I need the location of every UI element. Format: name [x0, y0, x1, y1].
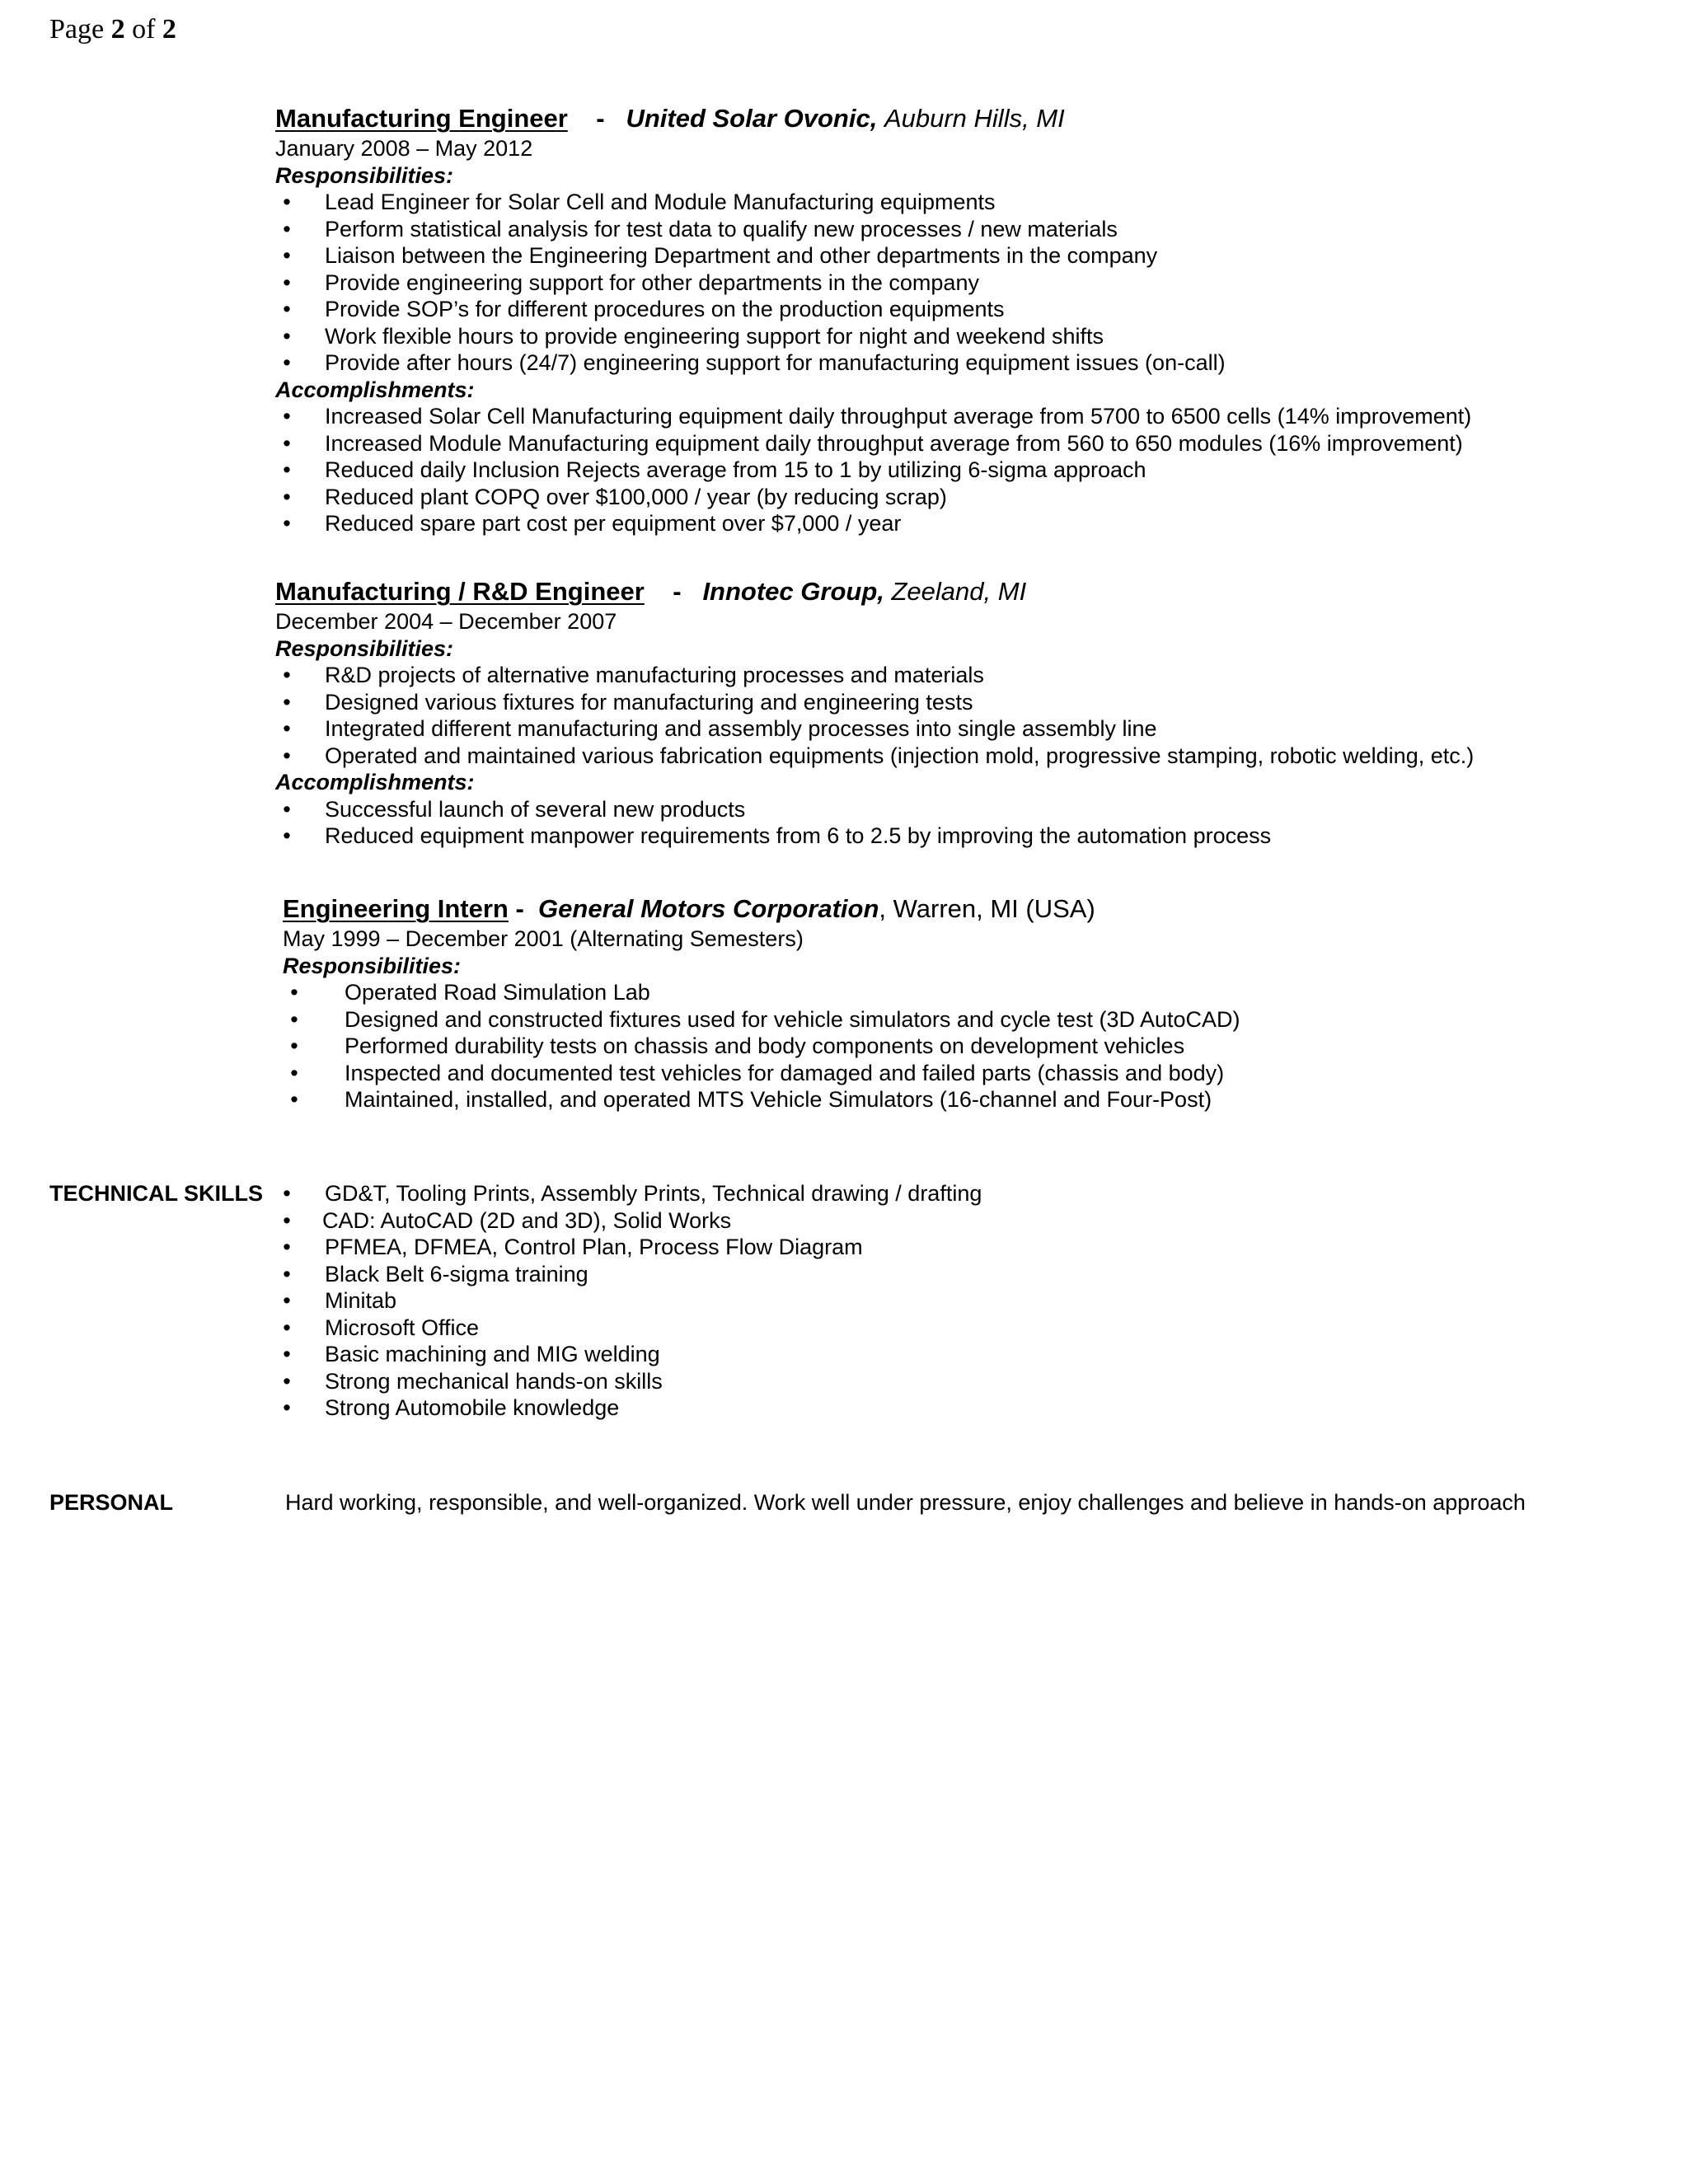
bullet-icon: •: [283, 689, 291, 715]
list-item: [275, 510, 1471, 537]
list-item-text: Designed various fixtures for manufacturing and engineering tests: [325, 689, 973, 715]
list-item-text: Lead Engineer for Solar Cell and Module Manufacturing equipments: [325, 190, 996, 214]
bullet-icon: •: [290, 1060, 298, 1085]
list-item-text: Maintained, installed, and operated MTS Vehicle Simulators (16-channel and Four-Post): [345, 1087, 1212, 1112]
list-item: [275, 1341, 982, 1368]
bullet-icon: •: [290, 980, 298, 1005]
list-item-text: R&D projects of alternative manufacturing processes and materials: [325, 663, 984, 687]
list-item-text: CAD: AutoCAD (2D and 3D), Solid Works: [322, 1207, 732, 1233]
list-item-text: Inspected and documented test vehicles for damaged and failed parts (chassis and body): [345, 1060, 1225, 1085]
job-heading: [275, 102, 1471, 135]
list-item-text: Provide SOP’s for different procedures on the production equipments: [325, 297, 1005, 321]
responsibilities-list: [275, 189, 1471, 377]
list-item: [275, 662, 1474, 689]
list-item-text: Strong Automobile knowledge: [325, 1395, 620, 1420]
list-item-text: Reduced equipment manpower requirements from 6 to 2.5 by improving the automation process: [325, 823, 1272, 848]
personal-text: Hard working, responsible, and well-organized. Work well under pressure, enjoy challenges and believe in hands-on approach: [285, 1490, 1526, 1515]
job-separator: -: [515, 894, 524, 923]
list-item: [275, 403, 1471, 430]
list-item-text: Operated Road Simulation Lab: [345, 980, 650, 1005]
responsibilities-heading: Responsibilities:: [283, 953, 462, 978]
list-item: [275, 484, 1471, 511]
page-number: [49, 12, 176, 48]
accomplishments-heading: Accomplishments:: [275, 770, 475, 794]
bullet-icon: •: [283, 823, 291, 848]
list-item-text: Reduced plant COPQ over $100,000 / year (by reducing scrap): [325, 484, 947, 509]
job-entry-innotec: [275, 575, 1474, 850]
list-item: [275, 430, 1471, 457]
bullet-icon: •: [283, 663, 291, 687]
job-entry-general-motors: [283, 893, 1240, 1113]
list-item: [275, 1368, 982, 1395]
bullet-icon: •: [283, 404, 291, 429]
bullet-icon: •: [283, 1181, 291, 1206]
job-title: Manufacturing / R&D Engineer: [275, 577, 645, 606]
list-item: [275, 189, 1471, 216]
responsibilities-heading: Responsibilities:: [275, 162, 454, 188]
bullet-icon: •: [283, 430, 291, 456]
technical-skills-label: TECHNICAL SKILLS: [49, 1181, 264, 1206]
responsibilities-list: [275, 662, 1474, 769]
job-title: Manufacturing Engineer: [275, 104, 568, 133]
list-item-text: Increased Module Manufacturing equipment daily throughput average from 560 to 650 modules (16% improvement): [325, 430, 1463, 456]
page-prefix: Page: [49, 14, 111, 45]
list-item-text: Basic machining and MIG welding: [325, 1342, 660, 1366]
list-item-text: Perform statistical analysis for test data to qualify new processes / new materials: [325, 216, 1118, 241]
job-location: , Warren, MI (USA): [879, 894, 1095, 923]
bullet-icon: •: [283, 796, 291, 822]
bullet-icon: •: [290, 1006, 298, 1032]
bullet-icon: •: [290, 1033, 298, 1058]
job-company: United Solar Ovonic,: [626, 104, 878, 133]
list-item-text: Designed and constructed fixtures used for vehicle simulators and cycle test (3D AutoCAD): [345, 1006, 1240, 1032]
list-item-text: Black Belt 6-sigma training: [325, 1261, 588, 1286]
list-item: [275, 242, 1471, 269]
list-item-text: Performed durability tests on chassis and body components on development vehicles: [345, 1033, 1185, 1058]
job-heading: [283, 893, 1240, 926]
list-item: [275, 296, 1471, 323]
job-location: Auburn Hills, MI: [884, 104, 1065, 133]
bullet-icon: •: [283, 190, 291, 214]
list-item: [275, 823, 1474, 850]
list-item: [275, 1234, 982, 1261]
job-title: Engineering Intern: [283, 894, 509, 923]
list-item-text: Provide engineering support for other departments in the company: [325, 269, 979, 295]
list-item: [275, 323, 1471, 350]
list-item: [275, 216, 1471, 243]
bullet-icon: •: [283, 1207, 291, 1233]
bullet-icon: •: [283, 216, 291, 241]
page-middle: of: [124, 14, 162, 45]
job-dates: January 2008 – May 2012: [275, 136, 533, 161]
job-company: Innotec Group,: [702, 577, 884, 606]
list-item-text: Provide after hours (24/7) engineering support for manufacturing equipment issues (on-call): [325, 350, 1226, 375]
job-dates: May 1999 – December 2001 (Alternating Semesters): [283, 926, 804, 951]
job-company: General Motors Corporation: [538, 894, 879, 923]
bullet-icon: •: [283, 323, 291, 349]
bullet-icon: •: [283, 1315, 291, 1340]
accomplishments-list: [275, 403, 1471, 537]
list-item: [275, 743, 1474, 770]
list-item-text: Liaison between the Engineering Department and other departments in the company: [325, 243, 1158, 268]
bullet-icon: •: [283, 269, 291, 295]
bullet-icon: •: [283, 743, 291, 768]
list-item: [275, 349, 1471, 377]
accomplishments-list: [275, 796, 1474, 850]
technical-skills-section: [275, 1180, 982, 1422]
job-heading: [275, 575, 1474, 608]
job-separator: -: [673, 577, 682, 606]
responsibilities-list: [283, 979, 1240, 1113]
bullet-icon: •: [283, 484, 291, 509]
page-total: 2: [162, 14, 176, 45]
list-item: [275, 1207, 982, 1235]
list-item: [283, 979, 1240, 1006]
list-item-text: Minitab: [325, 1288, 397, 1313]
job-entry-united-solar: [275, 102, 1471, 537]
list-item-text: Integrated different manufacturing and assembly processes into single assembly line: [325, 716, 1157, 741]
responsibilities-heading: Responsibilities:: [275, 635, 454, 661]
list-item: [275, 1287, 982, 1315]
bullet-icon: •: [283, 243, 291, 268]
bullet-icon: •: [283, 297, 291, 321]
list-item: [283, 1006, 1240, 1033]
personal-label: PERSONAL: [49, 1490, 174, 1515]
list-item: [275, 1180, 982, 1207]
bullet-icon: •: [283, 1342, 291, 1366]
list-item: [275, 796, 1474, 823]
job-dates: December 2004 – December 2007: [275, 609, 617, 634]
bullet-icon: •: [283, 1235, 291, 1259]
list-item: [283, 1086, 1240, 1113]
bullet-icon: •: [283, 1261, 291, 1286]
page-current: 2: [110, 14, 125, 45]
bullet-icon: •: [283, 350, 291, 375]
list-item-text: Successful launch of several new products: [325, 796, 746, 822]
job-location: Zeeland, MI: [891, 577, 1027, 606]
list-item-text: Reduced daily Inclusion Rejects average from 15 to 1 by utilizing 6-sigma approach: [325, 457, 1146, 482]
bullet-icon: •: [283, 457, 291, 482]
list-item-text: GD&T, Tooling Prints, Assembly Prints, Technical drawing / drafting: [325, 1181, 982, 1206]
list-item: [275, 1261, 982, 1288]
list-item: [275, 269, 1471, 297]
list-item: [283, 1033, 1240, 1060]
list-item-text: Microsoft Office: [325, 1315, 480, 1340]
bullet-icon: •: [283, 1288, 291, 1313]
technical-skills-list: [275, 1180, 982, 1422]
bullet-icon: •: [283, 511, 291, 536]
bullet-icon: •: [283, 1368, 291, 1394]
list-item: [275, 689, 1474, 716]
bullet-icon: •: [283, 716, 291, 741]
accomplishments-heading: Accomplishments:: [275, 377, 475, 402]
list-item-text: Operated and maintained various fabrication equipments (injection mold, progressive stamping, robotic welding, etc.): [325, 743, 1475, 768]
list-item-text: Strong mechanical hands-on skills: [325, 1368, 663, 1394]
list-item-text: Reduced spare part cost per equipment over $7,000 / year: [325, 511, 902, 536]
list-item-text: PFMEA, DFMEA, Control Plan, Process Flow Diagram: [325, 1235, 863, 1259]
list-item: [275, 1394, 982, 1422]
list-item-text: Increased Solar Cell Manufacturing equipment daily throughput average from 5700 to 6500 cells (14% improvement): [325, 404, 1472, 429]
list-item: [275, 715, 1474, 743]
bullet-icon: •: [290, 1087, 298, 1112]
list-item: [275, 1315, 982, 1342]
job-separator: -: [596, 104, 605, 133]
list-item: [283, 1060, 1240, 1087]
list-item-text: Work flexible hours to provide engineering support for night and weekend shifts: [325, 323, 1104, 349]
bullet-icon: •: [283, 1395, 291, 1420]
list-item: [275, 457, 1471, 484]
